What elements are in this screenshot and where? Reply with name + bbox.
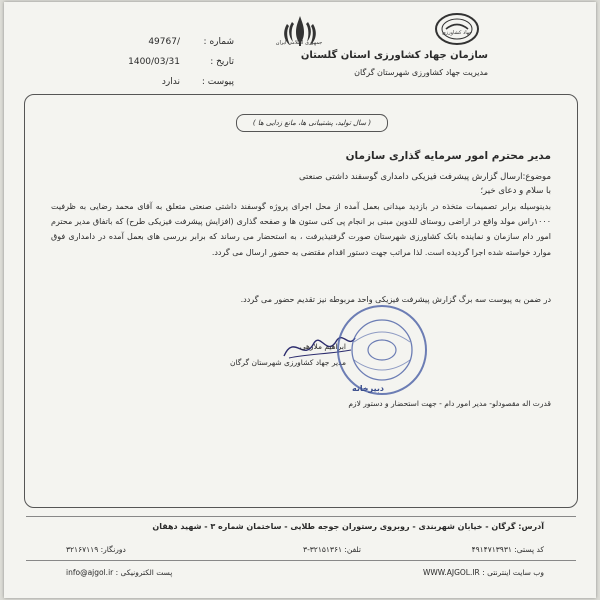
salutation: مدیر محترم امور سرمایه گذاری سازمان [345, 150, 551, 162]
subject-line: موضوع:ارسال گزارش پیشرفت فیزیکی دامداری گوسفند داشتی صنعتی [298, 172, 551, 182]
date-label: تاریخ : [210, 57, 234, 67]
logo-text: جهاد کشاورزی [441, 30, 473, 36]
number-label: شماره : [203, 37, 234, 47]
footer-divider-2 [26, 560, 576, 561]
greeting: با سلام و دعای خیر؛ [480, 186, 551, 196]
meta-date-row [64, 52, 234, 72]
meta-number-row [64, 32, 234, 52]
footer-address: آدرس: گرگان - خیابان شهربندی - روبروی رستوران جوجه طلایی - ساختمان شماره ۳ - شهید دهقان [152, 522, 544, 531]
footer-fax: دورنگار: ۳۲۱۶۷۱۱۹ [66, 545, 126, 554]
footer-phone: تلفن: ۳۲۱۵۱۳۶۱-۳ [303, 545, 361, 554]
ministry-logo-icon [434, 12, 480, 46]
year-slogan: ( سال تولید، پشتیبانی ها، مانع زدایی ها ) [236, 114, 388, 132]
attachment-label: پیوست : [201, 77, 234, 87]
attachment-value: ندارد [161, 77, 180, 87]
footer-divider [26, 516, 576, 517]
cc-block [91, 397, 551, 410]
org-title: سازمان جهاد کشاورزی استان گلستان [300, 50, 488, 61]
signatory-name: ابراهیم ملازهی [299, 342, 346, 351]
letter-meta [64, 32, 234, 92]
footer-email: پست الکترونیکی : info@ajgol.ir [66, 568, 173, 577]
letter-page [4, 2, 596, 598]
signatory-title: مدیر جهاد کشاورزی شهرستان گرگان [229, 358, 346, 367]
footer-postal: کد پستی: ۴۹۱۴۷۱۳۹۳۱ [471, 545, 544, 554]
emblem-caption: جمهوری اسلامی ایران [275, 40, 323, 46]
body-paragraph: بدینوسیله برابر تصمیمات متخذه در بازدید میدانی بعمل آمده از محل اجرای پروژه گوسفند داشتی صنعتی متعلق به آقای محمد رضایی به ظرفیت ۱۰۰۰راس مولد واقع در اراضی روستای للدوین مبنی بر انجام پی کنی ستون ها و صفحه گذاری (افزایش پیشرفت فیزیکی طرح) که باتفاق مدیر محترم امور دام سازمان و نماینده بانک کشاورزی شهرستان صورت گرفتیذیرفت ، به استحضار می رساند که برابر بررسی های بعمل آمده در دامداری فوق موارد خواسته شده اجرا گردیده است. لذا مراتب جهت دستور اقدام مقتضی به حضور ارسال می گردد. [51, 202, 551, 257]
cc-recipient: قدرت اله مقصودلو- [489, 399, 551, 408]
stamp-label: دبیرخانه [352, 384, 384, 393]
date-value: 1400/03/31 [128, 57, 180, 67]
number-value: /49767 [148, 37, 180, 47]
meta-attachment-row [64, 72, 234, 92]
cc-instruction: مدیر امور دام - جهت استحضار و دستور لازم [348, 399, 487, 408]
footer-website: وب سایت اینترنتی : WWW.AJGOL.IR [422, 568, 544, 577]
org-subtitle: مدیریت جهاد کشاورزی شهرستان گرگان [354, 68, 488, 77]
body-paragraph-attachment: در ضمن به پیوست سه برگ گزارش پیشرفت فیزیکی واحد مربوطه نیز تقدیم حضور می گردد. [240, 295, 551, 304]
